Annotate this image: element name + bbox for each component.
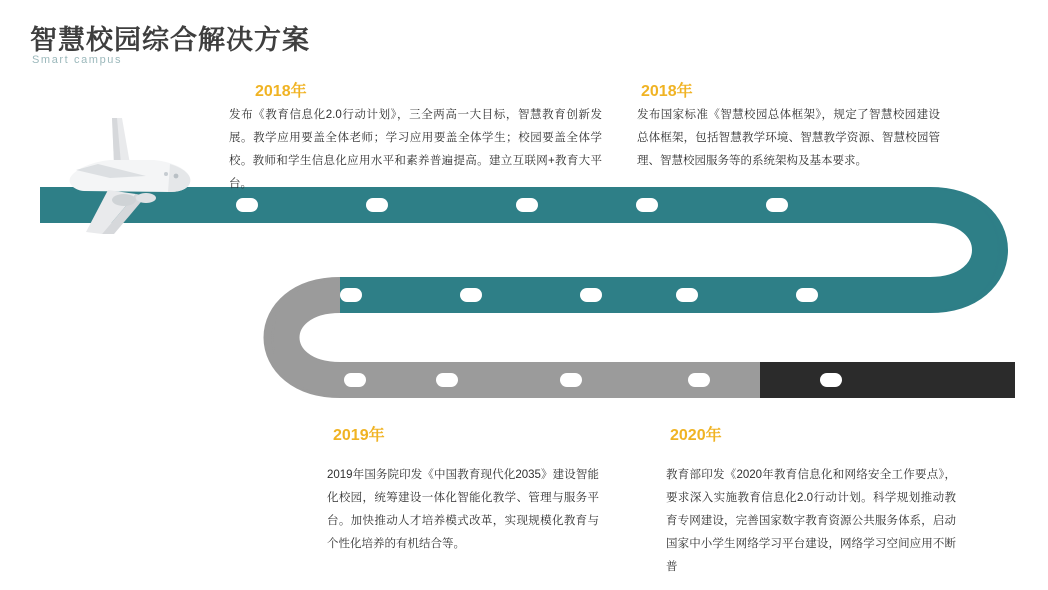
lane-dash [236, 198, 258, 212]
lane-dash [636, 198, 658, 212]
lane-dash [796, 288, 818, 302]
milestone-text-1: 发布《教育信息化2.0行动计划》，三全两高一大目标，智慧教育创新发展。教学应用要盖全体老师；学习应用要盖全体学生；校园要盖全体学校。教师和学生信息化应用水平和素养普遍提高。建立互联网+教育大平台。 [229, 109, 602, 190]
lane-dash [676, 288, 698, 302]
lane-dash [340, 288, 362, 302]
milestone-year-4: 2020年 [670, 427, 722, 444]
milestone-text-3: 2019年国务院印发《中国教育现代化2035》建设智能化校园，统筹建设一体化智能化教学、管理与服务平台。加快推动人才培养模式改革，实现规模化教育与个性化培养的有机结合等。 [327, 469, 599, 550]
lane-dash [766, 198, 788, 212]
lane-dash [460, 288, 482, 302]
lane-dash [820, 373, 842, 387]
lane-dash [688, 373, 710, 387]
airplane-icon [50, 112, 200, 242]
lane-dash [580, 288, 602, 302]
milestone-text-2: 发布国家标准《智慧校园总体框架》，规定了智慧校园建设总体框架，包括智慧教学环境、智慧教学资源、智慧校园管理、智慧校园服务等的系统架构及基本要求。 [637, 109, 940, 167]
lane-dash [366, 198, 388, 212]
lane-dash [436, 373, 458, 387]
lane-dash [516, 198, 538, 212]
milestone-year-1: 2018年 [255, 83, 307, 100]
milestone-text-4: 教育部印发《2020年教育信息化和网络安全工作要点》，要求深入实施教育信息化2.0行动计划。科学规划推动教育专网建设，完善国家数字教育资源公共服务体系，启动国家中小学生网络学习平台建设，网络学习空间应用不断普 [666, 469, 956, 573]
page-title: 智慧校园综合解决方案 [30, 25, 310, 55]
milestone-year-3: 2019年 [333, 427, 385, 444]
lane-dash [344, 373, 366, 387]
lane-dash [560, 373, 582, 387]
page-subtitle: Smart campus [32, 54, 123, 66]
milestone-year-2: 2018年 [641, 83, 693, 100]
